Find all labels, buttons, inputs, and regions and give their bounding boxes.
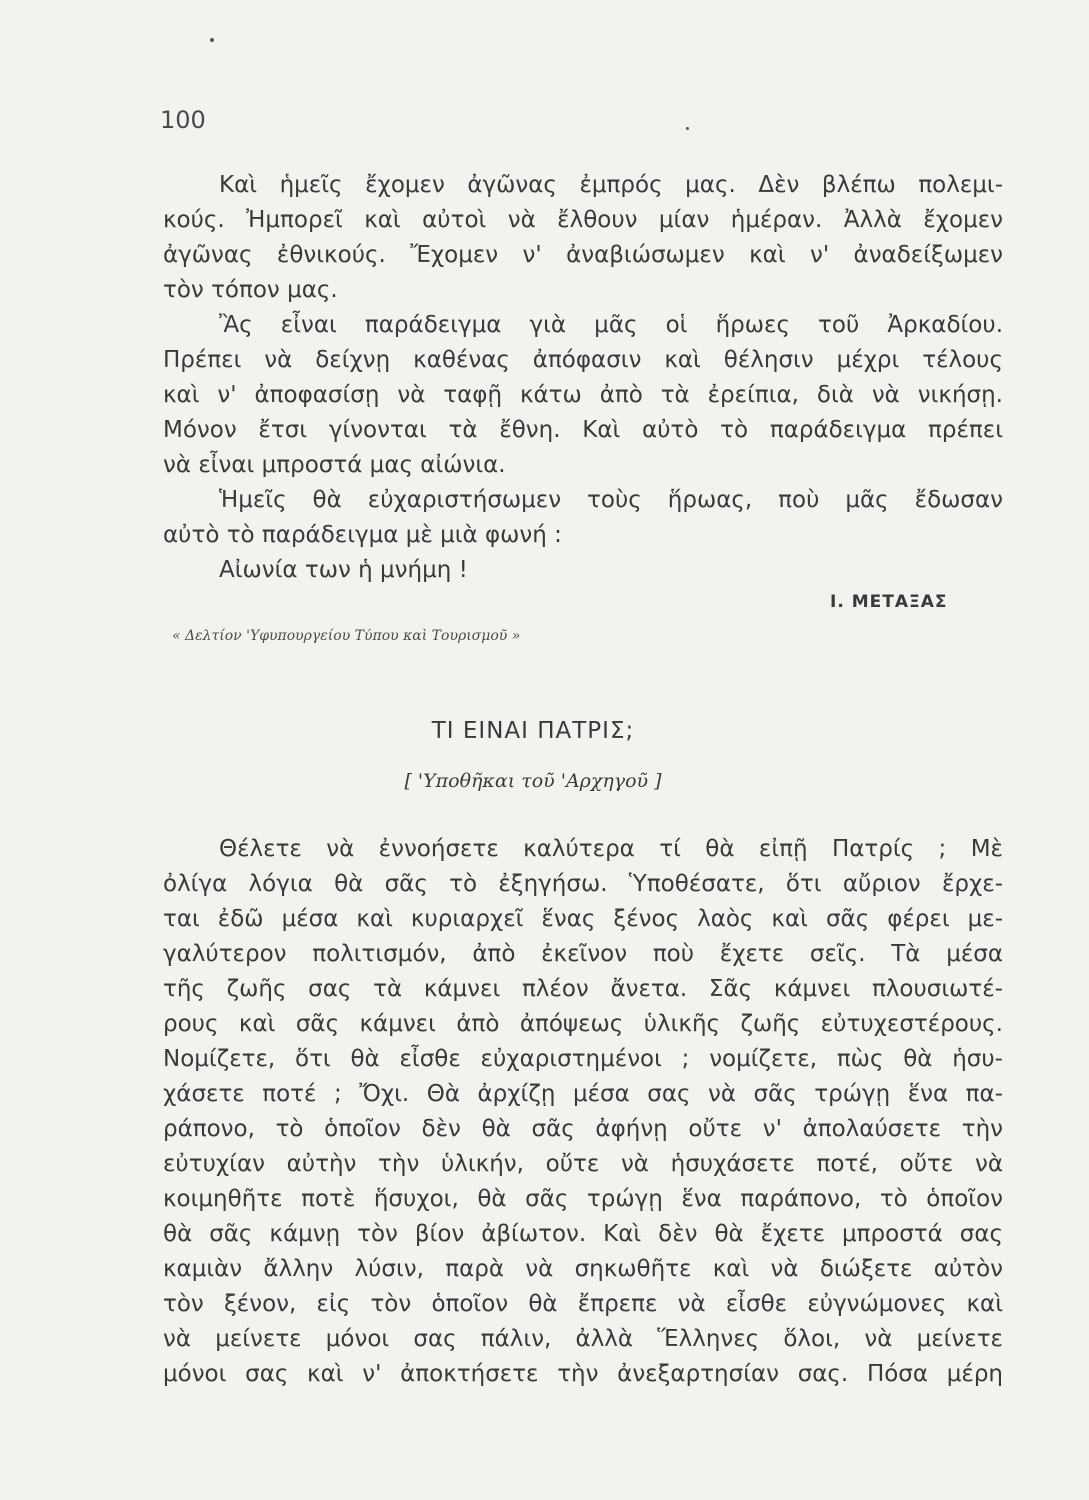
paragraph-line: Ἂς εἶναι παράδειγμα γιὰ μᾶς οἱ ἥρωες τοῦ Ἀρκαδίου. [219,312,1003,338]
paragraph-line: Αἰωνία των ἡ μνήμη ! [219,557,468,583]
paragraph-line: ρους καὶ σᾶς κάμνει ἀπὸ ἀπόψεως ὑλικῆς ζωῆς εὐτυχεστέρους. [163,1011,1003,1037]
paragraph-line: Μόνον ἔτσι γίνονται τὰ ἔθνη. Καὶ αὐτὸ τὸ παράδειγμα πρέπει [163,417,1003,443]
paragraph-line: ὀλίγα λόγια θὰ σᾶς τὸ ἐξηγήσω. Ὑποθέσατε, ὅτι αὔριον ἔρχε- [163,871,1003,897]
author-signature: Ι. ΜΕΤΑΞΑΣ [830,592,948,612]
paragraph-line: γαλύτερον πολιτισμόν, ἀπὸ ἐκεῖνον ποὺ ἔχετε σεῖς. Τὰ μέσα [163,941,1003,967]
page-number: 100 [160,106,206,134]
ink-speck [210,38,214,42]
paragraph-line: Νομίζετε, ὅτι θὰ εἶσθε εὐχαριστημένοι ; νομίζετε, πὼς θὰ ἡσυ- [163,1046,1003,1072]
paragraph-line: χάσετε ποτέ ; Ὄχι. Θὰ ἀρχίζῃ μέσα σας νὰ σᾶς τρώγῃ ἕνα πα- [163,1081,1003,1107]
paragraph-line: Ἡμεῖς θὰ εὐχαριστήσωμεν τοὺς ἥρωας, ποὺ μᾶς ἔδωσαν [219,487,1003,513]
paragraph-line: εὐτυχίαν αὐτὴν τὴν ὑλικήν, οὔτε νὰ ἡσυχάσετε ποτέ, οὔτε νὰ [163,1151,1003,1177]
paragraph-line: Καὶ ἡμεῖς ἔχομεν ἀγῶνας ἐμπρός μας. Δὲν βλέπω πολεμι- [219,172,1003,198]
section-title: ΤΙ ΕΙΝΑΙ ΠΑΤΡΙΣ; [431,718,635,744]
paragraph-line: τὸν τόπον μας. [163,277,338,303]
paragraph-line: αὐτὸ τὸ παράδειγμα μὲ μιὰ φωνή : [163,522,562,548]
paragraph-line: κούς. Ἠμπορεῖ καὶ αὐτοὶ νὰ ἔλθουν μίαν ἡμέραν. Ἀλλὰ ἔχομεν [163,207,1003,233]
paragraph-line: μόνοι σας καὶ ν' ἀποκτήσετε τὴν ἀνεξαρτησίαν σας. Πόσα μέρη [163,1361,1003,1387]
section-subtitle: [ 'Υποθῆκαι τοῦ 'Αρχηγοῦ ] [404,770,662,792]
paragraph-line: νὰ εἶναι μπροστά μας αἰώνια. [163,452,506,478]
paragraph-line: Θέλετε νὰ ἐννοήσετε καλύτερα τί θὰ εἰπῇ Πατρίς ; Μὲ [219,836,1003,862]
ink-speck [686,127,689,130]
article-body [163,832,1003,1392]
paragraph-line: τὸν ξένον, εἰς τὸν ὁποῖον θὰ ἔπρεπε νὰ εἶσθε εὐγνώμονες καὶ [163,1291,1003,1317]
article-body [163,168,1003,588]
paragraph-line: τῆς ζωῆς σας τὰ κάμνει πλέον ἄνετα. Σᾶς κάμνει πλουσιωτέ- [163,976,1003,1002]
paragraph-line: θὰ σᾶς κάμνῃ τὸν βίον ἀβίωτον. Καὶ δὲν θὰ ἔχετε μπροστά σας [163,1221,1003,1247]
paragraph-line: κοιμηθῆτε ποτὲ ἥσυχοι, θὰ σᾶς τρώγῃ ἕνα παράπονο, τὸ ὁποῖον [163,1186,1003,1212]
source-citation: « Δελτίον 'Υφυπουργείου Τύπου καὶ Τουρισμοῦ » [172,628,521,644]
paragraph-line: ράπονο, τὸ ὁποῖον δὲν θὰ σᾶς ἀφήνῃ οὔτε ν' ἀπολαύσετε τὴν [163,1116,1003,1142]
paragraph-line: νὰ μείνετε μόνοι σας πάλιν, ἀλλὰ Ἕλληνες ὅλοι, νὰ μείνετε [163,1326,1003,1352]
paragraph-line: ται ἐδῶ μέσα καὶ κυριαρχεῖ ἕνας ξένος λαὸς καὶ σᾶς φέρει με- [163,906,1003,932]
paragraph-line: καὶ ν' ἀποφασίσῃ νὰ ταφῇ κάτω ἀπὸ τὰ ἐρείπια, διὰ νὰ νικήσῃ. [163,382,1003,408]
paragraph-line: Πρέπει νὰ δείχνῃ καθένας ἀπόφασιν καὶ θέλησιν μέχρι τέλους [163,347,1003,373]
paragraph-line: καμιὰν ἄλλην λύσιν, παρὰ νὰ σηκωθῆτε καὶ νὰ διώξετε αὐτὸν [163,1256,1003,1282]
paragraph-line: ἀγῶνας ἐθνικούς. Ἔχομεν ν' ἀναβιώσωμεν καὶ ν' ἀναδείξωμεν [163,242,1003,268]
